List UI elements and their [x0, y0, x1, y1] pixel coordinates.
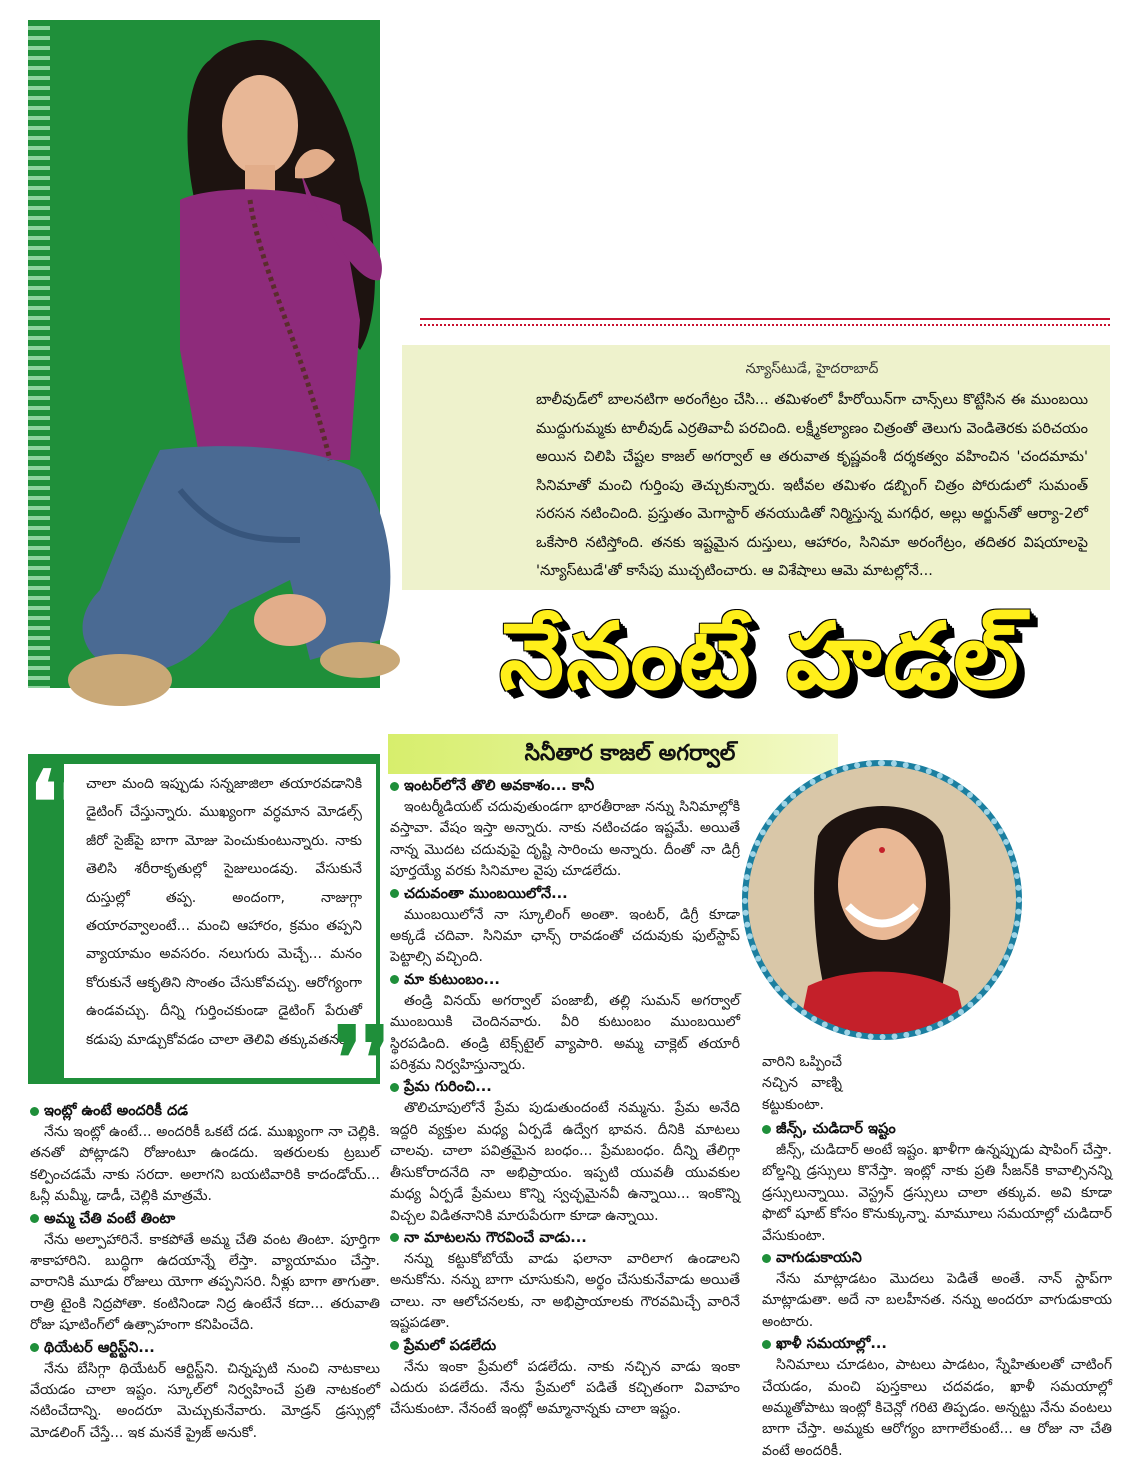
section-heading-text: వాగుడుకాయని [776, 1250, 862, 1267]
section-heading [762, 1247, 1112, 1269]
section-body: జీన్స్, చుడిదార్ అంటే ఇష్టం. ఖాళీగా ఉన్నప్పుడు షాపింగ్ చేస్తా. బోల్డన్ని డ్రస్సులు కొనేస్తా. ఇంట్లో నాకు ప్రతి సీజన్‌కి కావాల్సినన్ని డ్రస్సులున్నాయి. వెస్ట్రన్ డ్రస్సులు చాలా తక్కువ. అవి కూడా ఫొటో షూట్ కోసం కొనుక్కున్నా. మామూలు సమయాల్లో చుడిదార్ వేసుకుంటా. [762, 1142, 1112, 1244]
section-body: తొలిచూపులోనే ప్రేమ పుడుతుందంటే నమ్మను. ప్రేమ అనేది ఇద్దరి వ్యక్తుల మధ్య ఏర్పడే ఉద్వేగ భావన. దీనికి మాటలు చాలవు. చాలా పవిత్రమైన బంధం... ప్రేమబంధం. దీన్ని తేలిగ్గా తీసుకోరాదనేది నా అభిప్రాయం. ఇప్పటి యువతీ యువకుల మధ్య ఏర్పడే ప్రేమలు కొన్ని స్వచ్ఛమైనవీ ఉన్నాయి... ఇంకొన్ని విచ్చల విడితనానికి మారుపేరుగా కూడా ఉన్నాయి. [390, 1100, 740, 1224]
intro-box [402, 345, 1110, 590]
section-heading-text: అమ్మ చేతి వంటే తింటా [44, 1210, 176, 1227]
section-heading-text: ఖాళీ సమయాల్లో... [776, 1336, 887, 1353]
model-photo [60, 20, 440, 740]
section-body: ముంబయిలోనే నా స్కూలింగ్ అంతా. ఇంటర్, డిగ్రీ కూడా అక్కడే చదివా. సినిమా ఛాన్స్ రావడంతో చదువుకు ఫుల్‌స్టాప్ పెట్టాల్సి వచ్చింది. [390, 906, 740, 966]
section-heading-text: చదువంతా ముంబయిలోనే... [404, 885, 568, 902]
section [762, 1118, 1112, 1247]
bullet-icon [390, 1341, 399, 1350]
portrait-illustration [748, 766, 1016, 1034]
bullet-icon [30, 1214, 39, 1223]
section-body: నన్ను కట్టుకోబోయే వాడు ఫలానా వారిలాగ ఉండాలని అనుకోను. నన్ను బాగా చూసుకుని, అర్థం చేసుకునేవాడు అయితే చాలు. నా ఆలోచనలకు, నా అభిప్రాయాలకు గౌరవమిచ్చే వారినే ఇష్టపడతా. [390, 1250, 740, 1332]
right-column [762, 1118, 1112, 1462]
section-heading [30, 1100, 380, 1122]
section-heading-text: ఇంట్లో ఉంటే అందరికీ దడ [44, 1103, 188, 1119]
section-body: నేను ఇంట్లో ఉంటే... అందరికీ ఒకటే దడ. ముఖ్యంగా నా చెల్లికి. తనతో పోట్లాడని రోజుంటూ ఉండదు. ఇతరులకు ట్రబుల్ కల్పించడమే నాకు సరదా. అలాగని బయటివారికి కాదండోయ్... ఓన్లీ మమ్మీ, డాడీ, చెల్లికి మాత్రమే. [30, 1124, 380, 1205]
section-heading [30, 1208, 380, 1230]
section [390, 775, 740, 883]
section-heading [30, 1337, 380, 1359]
headline-subtitle: సినీతార కాజల్ అగర్వాల్ [524, 741, 736, 766]
section [390, 1335, 740, 1421]
quote-text: చాలా మంది ఇప్పుడు సన్నజాజిలా తయారవడానికి డైటింగ్ చేస్తున్నారు. ముఖ్యంగా వర్ధమాన మోడల్స్ జీరో సైజ్‌పై బాగా మోజు పెంచుకుంటున్నారు. నాకు తెలిసి శరీరాకృతుల్లో సైజులుండవు. వేసుకునే దుస్తుల్లో తప్ప. అందంగా, నాజుగ్గా తయారవ్వాలంటే... మంచి ఆహారం, క్రమం తప్పని వ్యాయామం అవసరం. నలుగురు మెచ్చే... మనం కోరుకునే ఆకృతిని సొంతం చేసుకోవచ్చు. ఆరోగ్యంగా ఉండవచ్చు. దీన్ని గుర్తించకుండా డైటింగ్ పేరుతో కడుపు మాడ్చుకోవడం చాలా తెలివి తక్కువతనం. [64, 764, 376, 1078]
section [390, 1227, 740, 1335]
bullet-icon [390, 782, 399, 791]
bullet-icon [30, 1107, 39, 1116]
right-column-continued-text: వారిని ఒప్పించే నచ్చిన వాణ్ని కట్టుకుంటా. [762, 1054, 842, 1113]
section-body: ఇంటర్మీడియట్ చదువుతుండగా భారతీరాజా నన్ను సినిమాల్లోకి వస్తావా. వేషం ఇస్తా అన్నారు. నాకు నటించడం ఇష్టమే. అయితే నాన్న మొదట చదువుపై దృష్టి సారించు అన్నారు. దీంతో నా డిగ్రీ పూర్తయ్యే వరకు సినిమాల వైపు చూడలేదు. [390, 799, 740, 880]
headline-title: నేనంటే హడల్ [499, 603, 1021, 710]
section-body: సినిమాలు చూడటం, పాటలు పాడటం, స్నేహితులతో చాటింగ్ చేయడం, మంచి పుస్తకాలు చదవడం, ఖాళీ సమయాల్లో అమ్మతోపాటు ఇంట్లో కిచెన్లో గరిటె తిప్పడం. అన్నట్టు నేను వంటలు బాగా చేస్తా. అమ్మకు ఆరోగ్యం బాగాలేకుంటే... ఆ రోజు నా చేతి వంటే అందరికీ. [762, 1357, 1112, 1459]
section-heading-text: ఇంటర్‌లోనే తొలి అవకాశం... కానీ [404, 778, 595, 794]
section-heading [390, 969, 740, 991]
section-heading-text: మా కుటుంబం... [404, 971, 500, 988]
section [762, 1333, 1112, 1462]
section [762, 1247, 1112, 1333]
section-body: నేను బేసిగ్గా థియేటర్ ఆర్టిస్ట్‌ని. చిన్నప్పటి నుంచి నాటకాలు వేయడం చాలా ఇష్టం. స్కూల్‌లో నిర్వహించే ప్రతి నాటకంలో నటించేదాన్ని. అందరూ మెచ్చుకునేవారు. మోడ్రన్ డ్రస్సుల్లో మోడలింగ్ చేస్తే... ఇక మనకే ప్రైజ్ అనుకో. [30, 1360, 380, 1441]
bullet-icon [390, 1233, 399, 1242]
section-body: నేను అల్పాహారినే. కాకపోతే అమ్మ చేతి వంట తింటా. పూర్తిగా శాకాహారిని. బుద్ధిగా ఉదయాన్నే లేస్తా. వ్యాయామం చేస్తా. వారానికి మూడు రోజులు యోగా తప్పనిసరి. నీళ్లు బాగా తాగుతా. రాత్రి టైంకి నిద్రపోతా. కంటినిండా నిద్ర ఉంటేనే కదా... తరువాతి రోజు షూటింగ్‌లో ఉత్సాహంగా కనిపించేది. [30, 1231, 380, 1334]
section-heading [762, 1118, 1112, 1140]
section-heading-text: ప్రేమలో పడలేదు [404, 1337, 497, 1354]
section [390, 969, 740, 1077]
section [30, 1337, 380, 1445]
section [30, 1208, 380, 1337]
bullet-icon [30, 1343, 39, 1352]
dateline: న్యూస్‌టుడే, హైదరాబాద్ [745, 361, 879, 377]
section-heading-text: ప్రేమ గురించి... [404, 1079, 492, 1096]
bullet-icon [390, 1083, 399, 1092]
middle-column [390, 775, 740, 1421]
section-heading [390, 883, 740, 905]
quote-close-icon: ❜❜ [334, 1008, 390, 1109]
section [30, 1100, 380, 1208]
section-heading [762, 1333, 1112, 1355]
left-column [30, 1100, 380, 1444]
section-heading [390, 775, 740, 797]
divider-rule [420, 318, 1110, 326]
portrait-photo [742, 760, 1022, 1040]
section-heading-text: జీన్స్, చుడిదార్ ఇష్టం [776, 1121, 896, 1137]
section-body: తండ్రి వినయ్ అగర్వాల్ పంజాబీ, తల్లి సుమన్ అగర్వాల్ ముంబయికి చెందినవారు. వీరి కుటుంబం ముంబయిలో స్థిరపడింది. తండ్రి టెక్స్‌టైల్ వ్యాపారి. అమ్మ చాక్లెట్ తయారీ పరిశ్రమ నిర్వహిస్తున్నారు. [390, 992, 740, 1074]
section-heading-text: థియేటర్ ఆర్టిస్ట్‌ని... [44, 1339, 155, 1356]
section-heading [390, 1076, 740, 1098]
section [390, 1076, 740, 1226]
section-heading [390, 1227, 740, 1249]
bullet-icon [762, 1254, 771, 1263]
section-heading [390, 1335, 740, 1357]
bullet-icon [762, 1340, 771, 1349]
bullet-icon [390, 889, 399, 898]
green-stripe-decoration [28, 20, 50, 688]
section-heading-text: నా మాటలను గౌరవించే వాడు... [404, 1229, 587, 1246]
bullet-icon [390, 975, 399, 984]
bullet-icon [762, 1125, 771, 1134]
section [390, 883, 740, 969]
section-body: నేను మాట్లాడటం మొదలు పెడితే అంతే. నాన్ స్టాప్‌గా మాట్లాడుతా. అదే నా బలహీనత. నన్ను అందరూ వాగుడుకాయ అంటారు. [762, 1271, 1112, 1330]
section-body: నేను ఇంకా ప్రేమలో పడలేదు. నాకు నచ్చిన వాడు ఇంకా ఎదురు పడలేదు. నేను ప్రేమలో పడితే కచ్చితంగా వివాహం చేసుకుంటా. నేనంటే ఇంట్లో అమ్మానాన్నకు చాలా ఇష్టం. [390, 1358, 740, 1418]
quote-open-icon: ❛❛ [30, 752, 86, 853]
intro-paragraph: బాలీవుడ్‌లో బాలనటిగా అరంగేట్రం చేసి... తమిళంలో హీరోయిన్‌గా చాన్స్‌లు కొట్టేసిన ఈ ముంబయి ముద్దుగుమ్మకు టాలీవుడ్ ఎర్రతివాచీ పరచింది. లక్ష్మీకల్యాణం చిత్రంతో తెలుగు వెండితెరకు పరిచయం అయిన చిలిపి చేష్టల కాజల్ అగర్వాల్ ఆ తరువాత కృష్ణవంశీ దర్శకత్వం వహించిన 'చందమామ' సినిమాతో మంచి గుర్తింపు తెచ్చుకున్నారు. ఇటీవల తమిళం డబ్బింగ్ చిత్రం పోరుడులో సుమంత్ సరసన నటించింది. ప్రస్తుతం మెగాస్టార్ తనయుడితో నిర్మిస్తున్న మగధీర, అల్లు అర్జున్‌తో ఆర్యా-2లో ఒకేసారి నటిస్తోంది. తనకు ఇష్టమైన దుస్తులు, ఆహారం, సినిమా అరంగేట్రం, తదితర విషయాలపై 'న్యూస్‌టుడే'తో కాసేపు ముచ్చటించారు. ఆ విశేషాలు ఆమె మాటల్లోనే... [536, 392, 1088, 579]
